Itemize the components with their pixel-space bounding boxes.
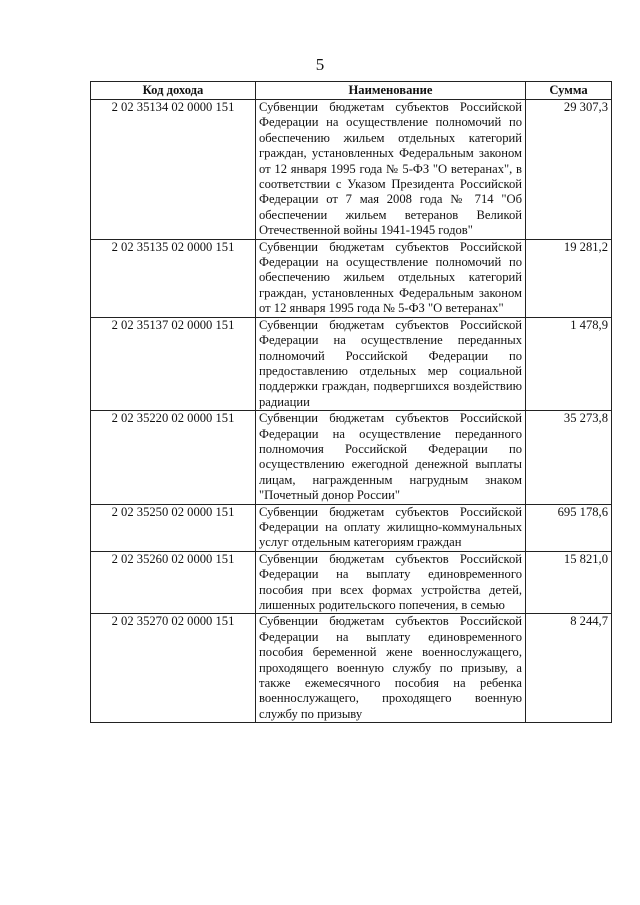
revenue-name: Субвенции бюджетам субъектов Российской Федерации на оплату жилищно-коммунальных услуг отдельным категориям граждан <box>256 504 526 551</box>
revenue-sum: 15 821,0 <box>526 551 612 614</box>
header-sum: Сумма <box>526 82 612 100</box>
table-header <box>91 82 612 100</box>
revenue-sum: 695 178,6 <box>526 504 612 551</box>
revenue-code: 2 02 35220 02 0000 151 <box>91 411 256 504</box>
revenue-name: Субвенции бюджетам субъектов Российской Федерации на выплату единовременного пособия при всех формах устройства детей, лишенных родительского попечения, в семью <box>256 551 526 614</box>
table-row <box>91 100 612 240</box>
page-number: 5 <box>315 55 325 74</box>
revenue-name: Субвенции бюджетам субъектов Российской Федерации на осуществление полномочий по обеспечению жильем отдельных категорий граждан, установленных Федеральным законом от 12 января 1995 года № 5-ФЗ "О ветеранах", в соответствии с Указом Президента Российской Федерации от 7 мая 2008 года № 714 "Об обеспечении жильем ветеранов Великой Отечественной войны 1941-1945 годов" <box>256 100 526 240</box>
revenue-table <box>90 81 612 723</box>
revenue-code: 2 02 35270 02 0000 151 <box>91 614 256 723</box>
revenue-code: 2 02 35250 02 0000 151 <box>91 504 256 551</box>
table-row <box>91 317 612 410</box>
revenue-code: 2 02 35260 02 0000 151 <box>91 551 256 614</box>
revenue-sum: 35 273,8 <box>526 411 612 504</box>
table-row <box>91 614 612 723</box>
table-row <box>91 504 612 551</box>
revenue-sum: 29 307,3 <box>526 100 612 240</box>
revenue-sum: 19 281,2 <box>526 239 612 317</box>
header-code: Код дохода <box>91 82 256 100</box>
revenue-name: Субвенции бюджетам субъектов Российской Федерации на выплату единовременного пособия беременной жене военнослужащего, проходящего военную службу по призыву, а также ежемесячного пособия на ребенка военнослужащего, проходящего военную службу по призыву <box>256 614 526 723</box>
header-row <box>91 82 612 100</box>
revenue-code: 2 02 35135 02 0000 151 <box>91 239 256 317</box>
revenue-name: Субвенции бюджетам субъектов Российской Федерации на осуществление переданного полномочия Российской Федерации по осуществлению ежегодной денежной выплаты лицам, награжденным нагрудным знаком "Почетный донор России" <box>256 411 526 504</box>
table-row <box>91 239 612 317</box>
revenue-sum: 8 244,7 <box>526 614 612 723</box>
revenue-name: Субвенции бюджетам субъектов Российской Федерации на осуществление полномочий по обеспечению жильем отдельных категорий граждан, установленных Федеральным законом от 12 января 1995 года № 5-ФЗ "О ветеранах" <box>256 239 526 317</box>
header-name: Наименование <box>256 82 526 100</box>
revenue-code: 2 02 35134 02 0000 151 <box>91 100 256 240</box>
table-row <box>91 551 612 614</box>
table-row <box>91 411 612 504</box>
revenue-code: 2 02 35137 02 0000 151 <box>91 317 256 410</box>
table-body <box>91 100 612 723</box>
revenue-name: Субвенции бюджетам субъектов Российской Федерации на осуществление переданных полномочий Российской Федерации по предоставлению отдельных мер социальной поддержки граждан, подвергшихся воздействию радиации <box>256 317 526 410</box>
revenue-sum: 1 478,9 <box>526 317 612 410</box>
